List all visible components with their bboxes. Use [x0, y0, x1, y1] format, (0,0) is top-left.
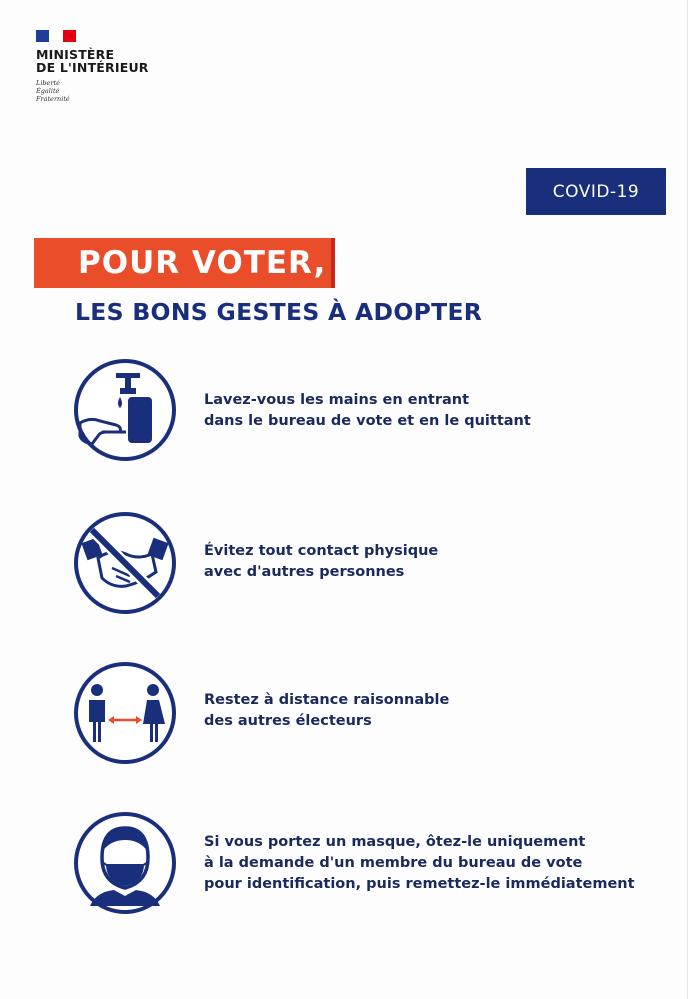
- motto-egalite: Égalité: [36, 87, 60, 95]
- gesture-text-4: [204, 832, 635, 895]
- republic-motto: [36, 79, 149, 103]
- gesture-1-line-2: dans le bureau de vote et en le quittant: [204, 413, 531, 429]
- ministry-logo: [36, 30, 149, 103]
- main-title: POUR VOTER,: [78, 245, 327, 281]
- subtitle: LES BONS GESTES À ADOPTER: [75, 298, 483, 326]
- motto-liberte: Liberté: [36, 79, 60, 87]
- motto-fraternite: Fraternité: [36, 95, 70, 103]
- covid-badge: COVID-19: [526, 168, 666, 215]
- face-mask-icon: [72, 810, 178, 916]
- title-banner: [34, 238, 331, 288]
- gesture-text-1: [204, 390, 531, 432]
- french-flag-icon: [36, 30, 76, 42]
- gesture-4-line-2: à la demande d'un membre du bureau de vote: [204, 855, 583, 871]
- gesture-2-line-2: avec d'autres personnes: [204, 564, 405, 580]
- hand-sanitizer-icon: [72, 357, 178, 463]
- social-distance-icon: [72, 660, 178, 766]
- gesture-4-line-3: pour identification, puis remettez-le immédiatement: [204, 876, 635, 892]
- gesture-3-line-1: Restez à distance raisonnable: [204, 692, 450, 708]
- gesture-3-line-2: des autres électeurs: [204, 713, 372, 729]
- gesture-text-2: [204, 541, 438, 583]
- gesture-text-3: [204, 690, 449, 732]
- gesture-2-line-1: Évitez tout contact physique: [204, 543, 439, 559]
- no-handshake-icon: [72, 510, 178, 616]
- gesture-1-line-1: Lavez-vous les mains en entrant: [204, 392, 470, 408]
- gesture-4-line-1: Si vous portez un masque, ôtez-le uniquement: [204, 834, 586, 850]
- ministry-name-line2: DE L'INTÉRIEUR: [36, 60, 149, 75]
- ministry-name-line1: MINISTÈRE: [36, 47, 115, 62]
